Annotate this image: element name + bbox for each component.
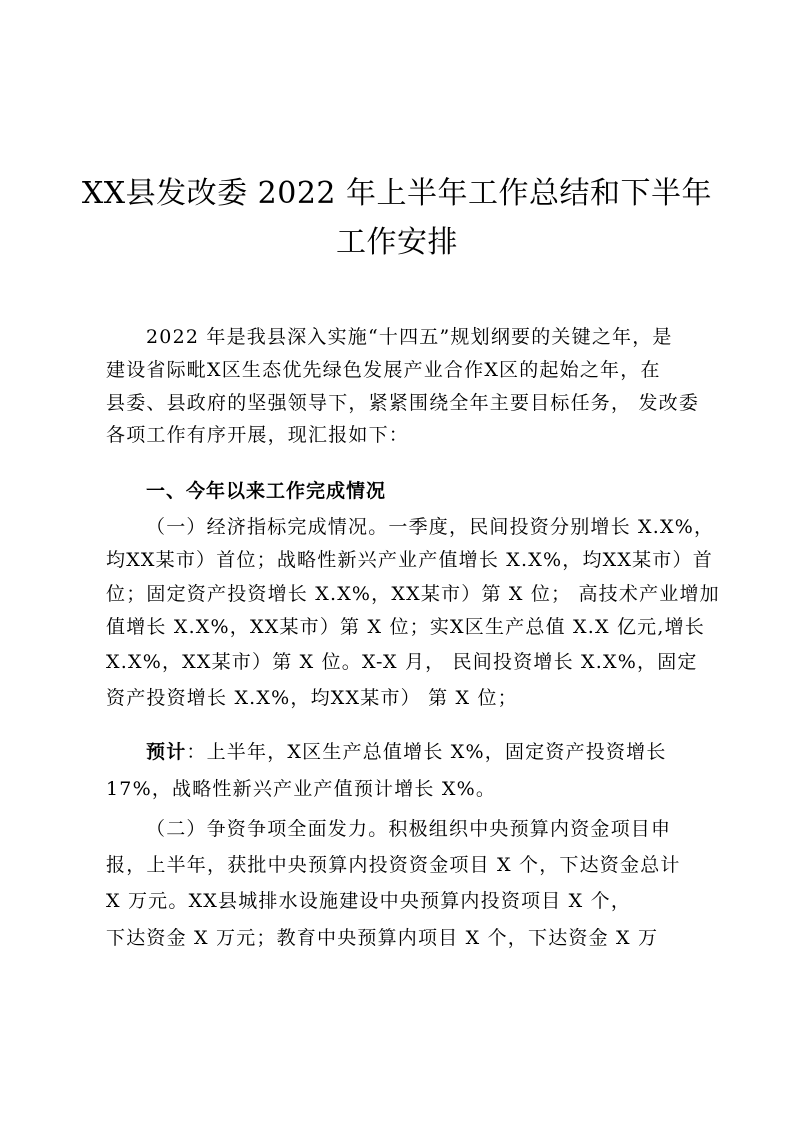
- paragraph-line: 资产投资增长 X.X%，均XX某市） 第 X 位；: [106, 687, 518, 709]
- intro-line: 建设省际毗X区生态优先绿色发展产业合作X区的起始之年，在: [106, 359, 661, 381]
- paragraph-line: （一）经济指标完成情况。一季度，民间投资分别增长 X.X%，: [146, 516, 715, 538]
- paragraph-line: X.X%，XX某市）第 X 位。X-X 月， 民间投资增长 X.X%，固定: [106, 651, 698, 673]
- paragraph-line: 17%，战略性新兴产业产值预计增长 X%。: [106, 778, 497, 800]
- paragraph-line: 下达资金 X 万元；教育中央预算内项目 X 个，下达资金 X 万: [106, 927, 659, 949]
- paragraph-line: 均XX某市）首位；战略性新兴产业产值增长 X.X%，均XX某市）首: [106, 549, 713, 571]
- intro-line: 各项工作有序开展，现汇报如下：: [106, 424, 410, 446]
- paragraph-line: X 万元。XX县城排水设施建设中央预算内投资项目 X 个，: [106, 890, 632, 912]
- document-title-line-2: 工作安排: [336, 225, 458, 260]
- section-heading: 一、今年以来工作完成情况: [146, 480, 387, 502]
- paragraph-line: [146, 740, 746, 764]
- paragraph-line: 值增长 X.X%，XX某市）第 X 位；实X区生产总值 X.X 亿元,增长: [106, 616, 705, 638]
- intro-line: 2022 年是我县深入实施“十四五”规划纲要的关键之年，是: [146, 326, 673, 348]
- estimate-text: ：上半年，X区生产总值增长 X%，固定资产投资增长: [186, 741, 667, 763]
- estimate-label: 预计: [146, 741, 187, 763]
- document-title-line-1: XX县发改委 2022 年上半年工作总结和下半年: [81, 176, 713, 211]
- paragraph-line: 报，上半年，获批中央预算内投资资金项目 X 个，下达资金总计: [106, 854, 681, 876]
- paragraph-line: （二）争资争项全面发力。积极组织中央预算内资金项目申: [146, 818, 672, 840]
- paragraph-line: 位；固定资产投资增长 X.X%，XX某市）第 X 位； 高技术产业增加: [106, 583, 720, 605]
- intro-line: 县委、县政府的坚强领导下，紧紧围绕全年主要目标任务， 发改委: [106, 392, 700, 414]
